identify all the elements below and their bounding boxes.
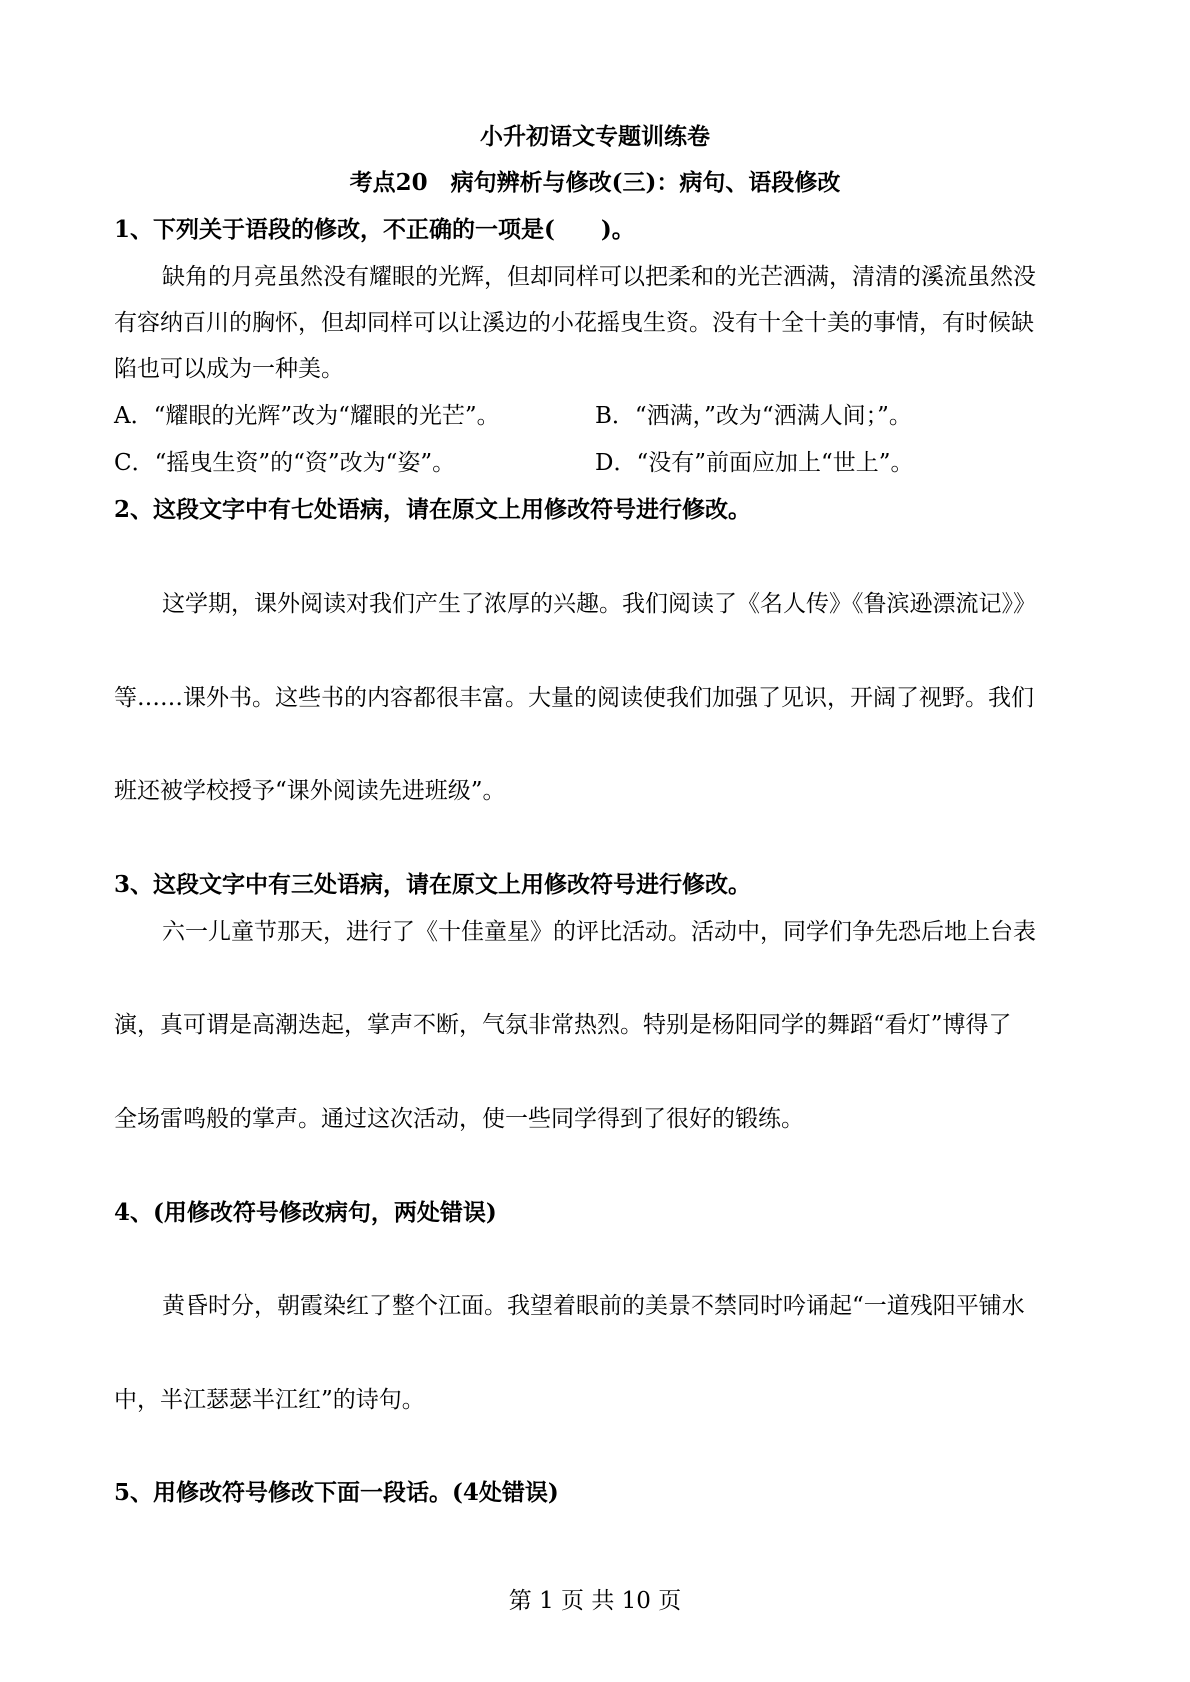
- question-2-para-line: 这学期，课外阅读对我们产生了浓厚的兴趣。我们阅读了《名人传》《鲁滨逊漂流记》》: [162, 591, 1036, 617]
- option-c: C．“摇曳生资”的“资”改为“姿”。: [114, 450, 456, 476]
- question-3-para-line: 演，真可谓是高潮迭起，掌声不断，气氛非常热烈。特别是杨阳同学的舞蹈“看灯”博得了: [114, 1012, 1012, 1038]
- question-2-para-line: 等……课外书。这些书的内容都很丰富。大量的阅读使我们加强了见识，开阔了视野。我们: [114, 685, 1034, 711]
- question-1-para-line: 有容纳百川的胸怀，但却同样可以让溪边的小花摇曳生资。没有十全十美的事情，有时候缺: [114, 310, 1034, 336]
- question-3-para-line: 六一儿童节那天，进行了《十佳童星》的评比活动。活动中，同学们争先恐后地上台表: [162, 919, 1036, 945]
- option-d: D．“没有”前面应加上“世上”。: [595, 450, 914, 476]
- page-subtitle: 考点20 病句辨析与修改(三)：病句、语段修改: [349, 169, 841, 196]
- question-2-para-line: 班还被学校授予“课外阅读先进班级”。: [114, 778, 506, 804]
- page-footer: 第 1 页 共 10 页: [508, 1588, 682, 1614]
- question-1-para-line: 陷也可以成为一种美。: [114, 356, 344, 382]
- question-1-para-line: 缺角的月亮虽然没有耀眼的光辉，但却同样可以把柔和的光芒洒满，清清的溪流虽然没: [162, 264, 1036, 290]
- option-a: A．“耀眼的光辉”改为“耀眼的光芒”。: [114, 403, 500, 429]
- page-title: 小升初语文专题训练卷: [480, 123, 710, 150]
- question-1-title: 1、下列关于语段的修改，不正确的一项是( )。: [114, 216, 635, 243]
- question-2-title: 2、这段文字中有七处语病，请在原文上用修改符号进行修改。: [114, 496, 752, 523]
- question-4-para-line: 黄昏时分，朝霞染红了整个江面。我望着眼前的美景不禁同时吟诵起“一道残阳平铺水: [162, 1293, 1025, 1319]
- question-5-title: 5、用修改符号修改下面一段话。(4处错误): [114, 1479, 559, 1506]
- option-b: B．“洒满，”改为“洒满人间；”。: [595, 403, 912, 429]
- question-3-title: 3、这段文字中有三处语病，请在原文上用修改符号进行修改。: [114, 871, 752, 898]
- question-4-para-line: 中，半江瑟瑟半江红”的诗句。: [114, 1387, 425, 1413]
- question-3-para-line: 全场雷鸣般的掌声。通过这次活动，使一些同学得到了很好的锻练。: [114, 1106, 804, 1132]
- question-4-title: 4、(用修改符号修改病句，两处错误): [114, 1199, 497, 1226]
